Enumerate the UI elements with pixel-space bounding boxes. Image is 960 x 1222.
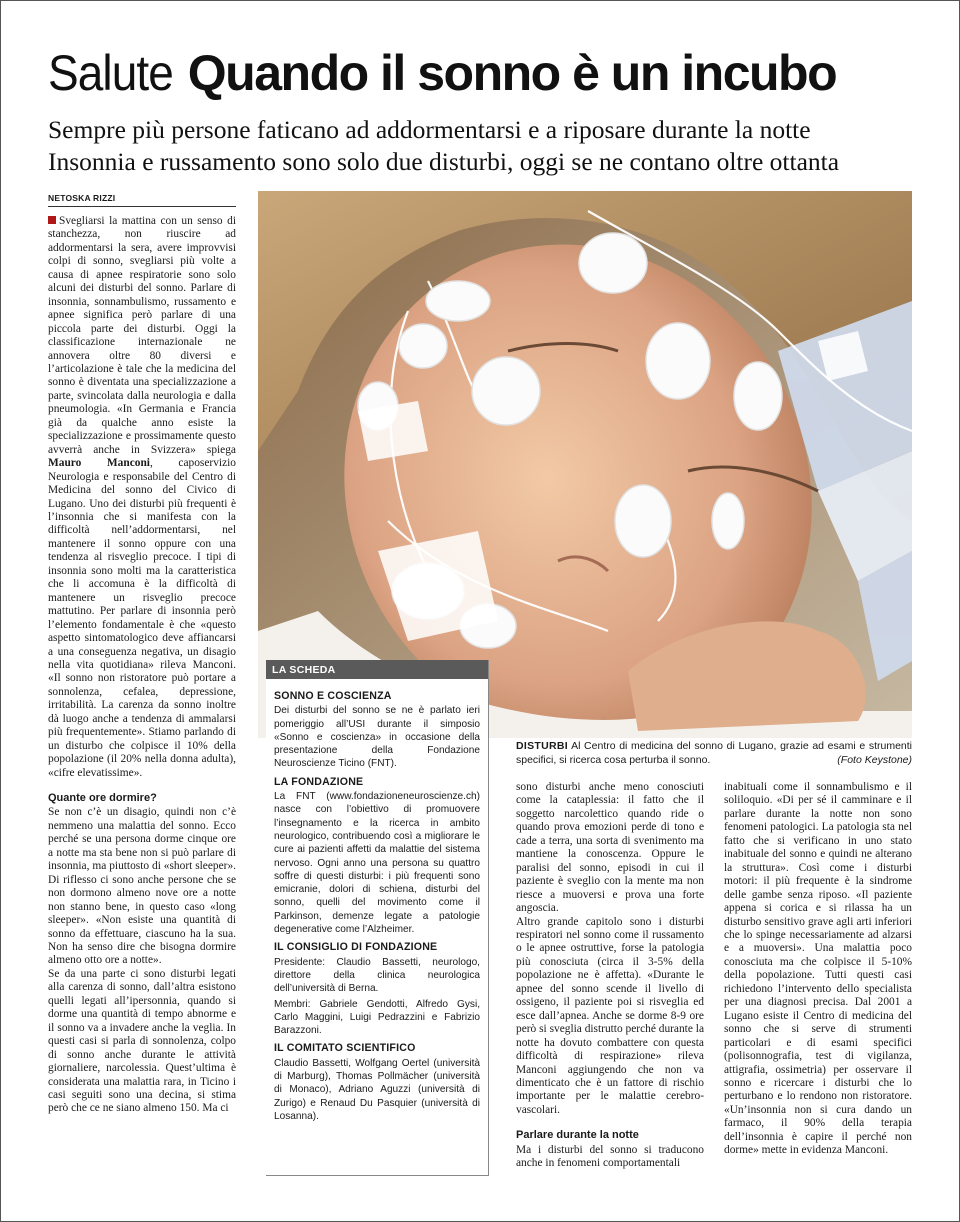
paragraph: Altro grande capitolo sono i disturbi respiratori nel sonno come il russamento o le apnee ostruttive, forse la patologia più conosciuta (circa il 3-5% della popolazione ne è affetta). «Durante le apnee del sonno scende il livello di ossigeno, il paziente poi si risveglia ed esce dall’apnea. Anche se dorme 8-9 ore però si sveglia distrutto perché durante la notte ha dovuto combattere con questa difficoltà di respirazione» rileva Manconi aggiungendo che non va dimenticato che è un fattore di rischio importante per le malattie cerebro-vascolari.	[516, 915, 704, 1116]
photo-caption	[516, 740, 912, 767]
paragraph: inabituali come il sonnambulismo e il soliloquio. «Di per sé il camminare e il parlare durante la notte non sono fenomeni patologici. La patologia sta nel fatto che si verificano in uno stato inabituale del sonno e quindi ne alterano la struttura». Così come i disturbi motori: il più frequente è la sindrome delle gambe senza riposo. «Il paziente appena si corica e si rilassa ha un disturbo sensitivo grave agli arti inferiori che lo spinge necessariamente ad alzarsi e a muoversi». Una malattia poco conosciuta ma che colpisce il 5-10% della popolazione. Tutti questi casi richiedono l’intervento dello specialista per una diagnosi precisa. Dal 2001 a Lugano esiste il Centro di medicina del sonno che si serve di strumenti particolari e di esami specifici (polisonnografia, test di vigilanza, attigrafia, ossimetria) per osservare il sonno e ricercare i disturbi che lo perturbano e lo rendono non ristoratore. «Un’insonnia non si cura dando un farmaco, il 90% della terapia dell’insonnia è capire il perché non dorme» mette in evidenza Manconi.	[724, 781, 912, 1157]
info-box-heading: IL CONSIGLIO DI FONDAZIONE	[274, 941, 438, 954]
article-title: Quando il sonno è un incubo	[187, 45, 837, 101]
paragraph: Se da una parte ci sono disturbi legati alla carenza di sonno, dall’altra esistono quelli legati all’ipersonnia, quando si dorme una quantità di tempo abnorme e il sonno va a invadere anche la veglia. In questi casi si parla di sonnolenza, colpo di sonno anche durante le attività giornaliere, narcolessia. Quest’ultima è considerata una malattia rara, in Ticino i casi seguiti sono una decina, si stima però che ce ne siano almeno 150. Ma ci	[48, 967, 236, 1115]
interviewee-name: Mauro Manconi	[48, 457, 150, 470]
info-box-body	[266, 679, 488, 1123]
section-marker-icon	[48, 216, 56, 224]
info-box-la-scheda	[266, 660, 489, 1176]
paragraph-text: , caposervizio Neurologia e responsabile del Centro di Medicina del sonno del Civico di Lugano. Uno dei disturbi più frequenti è l’insonnia che si manifesta con la difficoltà nell’addormentarsi, nel mantenere il sonno oppure con una tendenza al risveglio precoce. I tipi di insonnia sono molti ma la caratteristica che li accomuna è la difficoltà di mantenere un risveglio precoce mattutino. Per parlare di insonnia però l’elemento fondamentale è che «questo aspetto sintomatologico deve affiancarsi a una conseguenza negativa, un disagio nella vita quotidiana» rileva Manconi. «Il sonno non ristoratore può portare a sonnolenza, cefalea, depressione, irritabilità. La carenza da sonno inoltre dà luogo anche a tendenza di ammalarsi più frequentemente». Stiamo parlando di un disturbo che colpisce il 10% della popolazione (il 20% nella donna adulta), «cifre elevatissime».	[48, 457, 236, 779]
info-box-heading: SONNO E COSCIENZA	[274, 690, 392, 702]
info-box-heading: IL COMITATO SCIENTIFICO	[274, 1042, 416, 1055]
headline	[48, 44, 928, 102]
info-box-text: Dei disturbi del sonno se ne è parlato ieri pomeriggio all’USI durante il simposio «Sonno e coscienza» in occasione della presentazione della Fondazione Neuroscienze Ticino (FNT).	[274, 705, 480, 770]
paragraph: Se non c’è un disagio, quindi non c’è nemmeno una malattia del sonno. Ecco perché se una persona dorme cinque ore a notte ma sta bene non si può parlare di insonnia, ma piuttosto di «short sleeper». Di riflesso ci sono anche persone che se non dormono almeno nove ore a notte non stanno bene, in questo caso «long sleeper». «Non esiste una quantità di sonno da effettuare, ciascuno ha la sua. Non ha senso dire che bisogna dormire almeno otto ore a notte».	[48, 806, 236, 967]
subtitle-line-1: Sempre più persone faticano ad addormentarsi e a riposare durante la notte	[48, 115, 811, 144]
column-3	[516, 781, 704, 1171]
info-box-text: La FNT (www.fondazioneneuroscienze.ch) nasce con l’obiettivo di promuovere l’insegnamento e la ricerca in ambito neurologico, contribuendo così a migliorare le cure ai pazienti affetti da malattie del sistema nervoso. Ogni anno una persona su quattro soffre di questi disturbi: i più frequenti sono emicranie, dolori di schiena, disturbi del sonno, quelli del movimento come il Parkinson, demenze legate a patologie degenerative come l’Alzheimer.	[274, 791, 480, 936]
info-box-heading: LA FONDAZIONE	[274, 775, 364, 788]
info-box-text: Membri: Gabriele Gendotti, Alfredo Gysi, Carlo Maggini, Luigi Pedrazzini e Fabrizio Barazzoni.	[274, 998, 480, 1037]
photo-credit: (Foto Keystone)	[837, 753, 912, 766]
info-box-text: Claudio Bassetti, Wolfgang Oertel (università di Marburg), Thomas Pollmächer (università di Monaco), Adriano Aguzzi (università di Zurigo) e Renaud Du Pasquier (università di Losanna).	[274, 1057, 480, 1122]
caption-text: Al Centro di medicina del sonno di Lugano, grazie ad esami e strumenti specifici, si ricerca cosa perturba il sonno.	[516, 740, 912, 766]
paragraph: sono disturbi anche meno conosciuti come la cataplessia: il fatto che il soggetto narcolettico quando ride o quando prova emozioni perde di tono e cade a terra, una sorta di svenimento ma mantiene la conoscenza. Oppure le paralisi del sonno, episodi in cui il paziente è sveglio con la mente ma non riesce a muoversi e prova una forte angoscia.	[516, 781, 704, 915]
paragraph: Ma i disturbi del sonno si traducono anche in fenomeni comportamentali	[516, 1143, 704, 1170]
byline: NETOSKA RIZZI	[48, 193, 236, 207]
section-label: Salute	[48, 45, 173, 101]
info-box-tag: LA SCHEDA	[266, 660, 488, 679]
subhead-parlare-notte: Parlare durante la notte	[516, 1129, 639, 1142]
column-1	[48, 215, 236, 1116]
paragraph	[48, 215, 236, 780]
caption-label: DISTURBI	[516, 740, 568, 752]
paragraph-text: Svegliarsi la mattina con un senso di stanchezza, non riuscire ad addormentarsi la sera, avere improvvisi colpi di sonno, svegliarsi più volte a causa di apnee respiratorie sono solo alcuni dei disturbi del sonno. Parlare di insonnia, sonnambulismo, russamento e apnee significa però parlare di una piccola parte dei disturbi. Oggi la classificazione internazionale ne annovera oltre 80 diversi e l’articolazione è tale che la medicina del sonno è diventata una specializzazione a parte, svincolata dalla neurologia e dalla pneumologia. «In Germania e Francia già da qualche anno esiste la specializzazione e prossimamente questo avverrà anche in Svizzera» spiega	[48, 215, 236, 456]
sleeping-woman-electrodes-image	[258, 191, 912, 738]
article-photo	[258, 191, 912, 738]
subtitle-line-2: Insonnia e russamento sono solo due disturbi, oggi se ne contano oltre ottanta	[48, 147, 840, 176]
info-box-text: Presidente: Claudio Bassetti, neurologo, direttore della clinica neurologica dell’università di Berna.	[274, 956, 480, 995]
column-4	[724, 781, 912, 1158]
subhead-ore-dormire: Quante ore dormire?	[48, 792, 157, 805]
